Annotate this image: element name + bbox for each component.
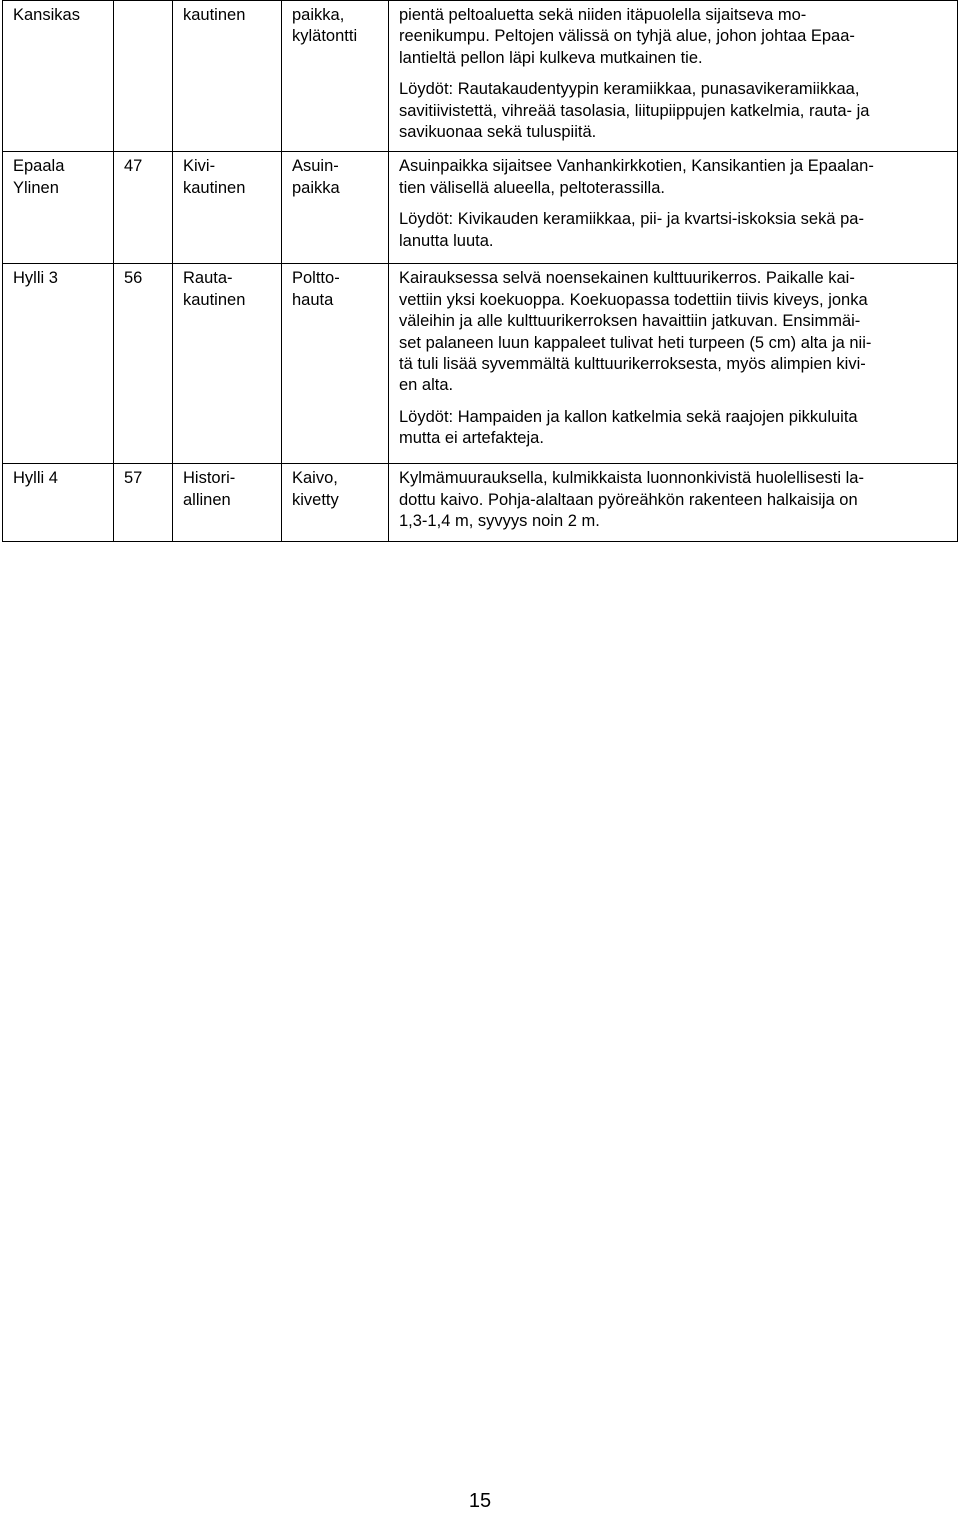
description-line: Löydöt: Hampaiden ja kallon katkelmia sekä raajojen pikkuluita bbox=[399, 407, 858, 426]
site-period-cell-line: Rauta- bbox=[183, 269, 233, 288]
description-line: tien välisellä alueella, peltoterassilla. bbox=[399, 178, 665, 197]
site-name-cell bbox=[3, 264, 114, 464]
description-line: pientä peltoaluetta sekä niiden itäpuolella sijaitseva mo- bbox=[399, 6, 807, 24]
sites-table-body bbox=[3, 1, 958, 542]
site-period-cell-line: kautinen bbox=[183, 178, 246, 197]
site-type-cell-line: kylätontti bbox=[292, 27, 358, 46]
site-type-cell bbox=[282, 152, 389, 264]
sites-table bbox=[2, 0, 958, 542]
page-number: 15 bbox=[468, 1490, 492, 1512]
description-paragraph bbox=[399, 79, 949, 143]
site-period-cell-line: kautinen bbox=[183, 290, 246, 309]
table-row bbox=[3, 152, 958, 264]
site-name-cell bbox=[3, 152, 114, 264]
description-line: Asuinpaikka sijaitsee Vanhankirkkotien, Kansikantien ja Epaalan- bbox=[399, 157, 874, 176]
description-line: Löydöt: Rautakaudentyypin keramiikkaa, punasavikeramiikkaa, bbox=[399, 80, 860, 99]
description-line: mutta ei artefakteja. bbox=[399, 429, 544, 448]
site-name-cell bbox=[3, 464, 114, 541]
site-name-cell-line: Hylli 3 bbox=[13, 269, 58, 288]
site-period-cell bbox=[173, 264, 282, 464]
site-name-cell-line: Kansikas bbox=[13, 6, 80, 24]
site-number-cell bbox=[114, 464, 173, 541]
description-line: 1,3-1,4 m, syvyys noin 2 m. bbox=[399, 512, 600, 531]
description-paragraph bbox=[399, 407, 949, 450]
site-name-cell bbox=[3, 1, 114, 152]
description-line: lantieltä pellon läpi kulkeva mutkainen tie. bbox=[399, 48, 703, 67]
description-paragraph bbox=[399, 268, 949, 396]
description-line: set palaneen luun kappaleet tulivat heti turpeen (5 cm) alta ja nii- bbox=[399, 333, 872, 352]
site-period-cell bbox=[173, 464, 282, 541]
description-line: savikuonaa sekä tuluspiitä. bbox=[399, 123, 597, 142]
description-line: en alta. bbox=[399, 376, 454, 395]
site-description-cell bbox=[389, 464, 958, 541]
table-row bbox=[3, 464, 958, 541]
site-type-cell-line: paikka, bbox=[292, 6, 345, 24]
site-type-cell-line: paikka bbox=[292, 178, 340, 197]
site-type-cell-line: Poltto- bbox=[292, 269, 340, 288]
description-paragraph bbox=[399, 209, 949, 252]
site-type-cell bbox=[282, 464, 389, 541]
site-number-cell-value: 56 bbox=[124, 269, 143, 288]
site-type-cell-line: hauta bbox=[292, 290, 334, 309]
site-number-cell-value: 57 bbox=[124, 469, 143, 488]
site-number-cell bbox=[114, 1, 173, 152]
description-line: reenikumpu. Peltojen välissä on tyhjä alue, johon johtaa Epaa- bbox=[399, 27, 855, 46]
site-period-cell-line: kautinen bbox=[183, 6, 246, 24]
site-number-cell bbox=[114, 152, 173, 264]
site-period-cell bbox=[173, 1, 282, 152]
description-line: väleihin ja alle kulttuurikerroksen havaittiin jatkuvan. Ensimmäi- bbox=[399, 312, 861, 331]
site-description-cell bbox=[389, 264, 958, 464]
site-period-cell-line: Histori- bbox=[183, 469, 236, 488]
description-line: Kairauksessa selvä noensekainen kulttuurikerros. Paikalle kai- bbox=[399, 269, 855, 288]
site-type-cell-line: Asuin- bbox=[292, 157, 339, 176]
site-description-cell bbox=[389, 152, 958, 264]
site-name-cell-line: Hylli 4 bbox=[13, 469, 58, 488]
site-period-cell bbox=[173, 152, 282, 264]
site-type-cell bbox=[282, 264, 389, 464]
site-number-cell-value: 47 bbox=[124, 157, 143, 176]
description-paragraph bbox=[399, 468, 949, 532]
description-line: tä tuli lisää syvemmältä kulttuurikerroksesta, myös alimpien kivi- bbox=[399, 355, 866, 374]
site-name-cell-line: Epaala bbox=[13, 157, 65, 176]
description-paragraph bbox=[399, 5, 949, 69]
site-period-cell-line: allinen bbox=[183, 490, 231, 509]
description-paragraph bbox=[399, 156, 949, 199]
site-type-cell-line: kivetty bbox=[292, 490, 339, 509]
site-type-cell bbox=[282, 1, 389, 152]
description-line: dottu kaivo. Pohja-alaltaan pyöreähkön rakenteen halkaisija on bbox=[399, 490, 858, 509]
description-line: lanutta luuta. bbox=[399, 231, 494, 250]
description-line: savitiivistettä, vihreää tasolasia, liitupiippujen katkelmia, rauta- ja bbox=[399, 101, 870, 120]
description-line: vettiin yksi koekuoppa. Koekuopassa todettiin tiivis kiveys, jonka bbox=[399, 290, 868, 309]
site-period-cell-line: Kivi- bbox=[183, 157, 216, 176]
site-name-cell-line: Ylinen bbox=[13, 178, 59, 197]
site-description-cell bbox=[389, 1, 958, 152]
description-line: Kylmämuurauksella, kulmikkaista luonnonkivistä huolellisesti la- bbox=[399, 469, 864, 488]
description-line: Löydöt: Kivikauden keramiikkaa, pii- ja kvartsi-iskoksia sekä pa- bbox=[399, 210, 864, 229]
table-row bbox=[3, 1, 958, 152]
site-type-cell-line: Kaivo, bbox=[292, 469, 338, 488]
table-row bbox=[3, 264, 958, 464]
site-number-cell bbox=[114, 264, 173, 464]
